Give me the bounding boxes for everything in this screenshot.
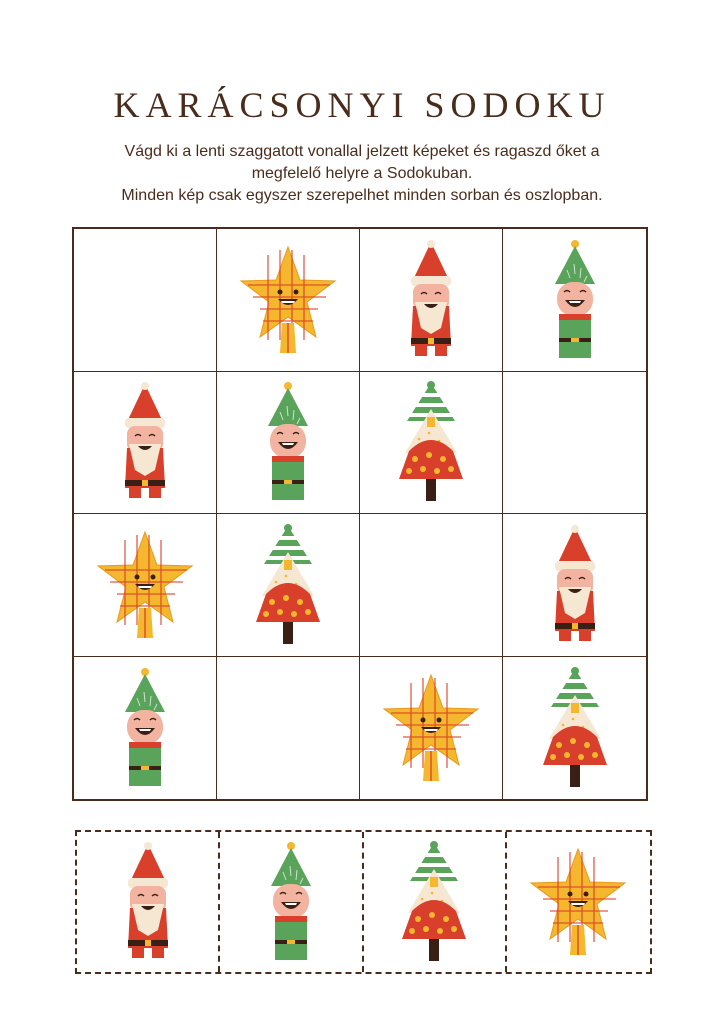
star-icon [95, 530, 195, 640]
cutout-strip [75, 830, 652, 974]
grid-cell-r2c4[interactable] [503, 372, 646, 515]
christmas-tree-icon [537, 665, 613, 791]
grid-cell-r2c3[interactable] [360, 372, 503, 515]
sudoku-grid [72, 227, 648, 801]
grid-cell-r2c2[interactable] [217, 372, 360, 515]
grid-cell-r1c2[interactable] [217, 229, 360, 372]
star-icon [528, 847, 628, 957]
grid-cell-r4c3[interactable] [360, 657, 503, 800]
christmas-tree-icon [396, 839, 472, 965]
santa-icon [401, 240, 461, 360]
cutout-santa[interactable] [77, 832, 220, 972]
cutout-tree[interactable] [364, 832, 507, 972]
christmas-tree-icon [250, 522, 326, 648]
instructions [60, 141, 664, 207]
grid-cell-r3c2[interactable] [217, 514, 360, 657]
elf-icon [547, 240, 603, 360]
instruction-line-3: Minden kép csak egyszer szerepelhet minden sorban és oszlopban. [121, 187, 603, 204]
grid-cell-r4c1[interactable] [74, 657, 217, 800]
santa-icon [118, 842, 178, 962]
page-title: KARÁCSONYI SODOKU [113, 85, 611, 125]
cutout-elf[interactable] [220, 832, 363, 972]
cutout-star[interactable] [507, 832, 650, 972]
grid-cell-r1c1[interactable] [74, 229, 217, 372]
instruction-line-1: Vágd ki a lenti szaggatott vonallal jelzett képeket és ragaszd őket a [124, 143, 600, 160]
grid-cell-r4c2[interactable] [217, 657, 360, 800]
santa-icon [115, 382, 175, 502]
star-icon [238, 245, 338, 355]
elf-icon [117, 668, 173, 788]
santa-icon [545, 525, 605, 645]
grid-cell-r1c3[interactable] [360, 229, 503, 372]
elf-icon [263, 842, 319, 962]
star-icon [381, 673, 481, 783]
christmas-tree-icon [393, 379, 469, 505]
grid-cell-r1c4[interactable] [503, 229, 646, 372]
grid-cell-r3c4[interactable] [503, 514, 646, 657]
instruction-line-2: megfelelő helyre a Sodokuban. [251, 165, 473, 182]
elf-icon [260, 382, 316, 502]
grid-cell-r2c1[interactable] [74, 372, 217, 515]
grid-cell-r3c3[interactable] [360, 514, 503, 657]
grid-cell-r3c1[interactable] [74, 514, 217, 657]
grid-cell-r4c4[interactable] [503, 657, 646, 800]
